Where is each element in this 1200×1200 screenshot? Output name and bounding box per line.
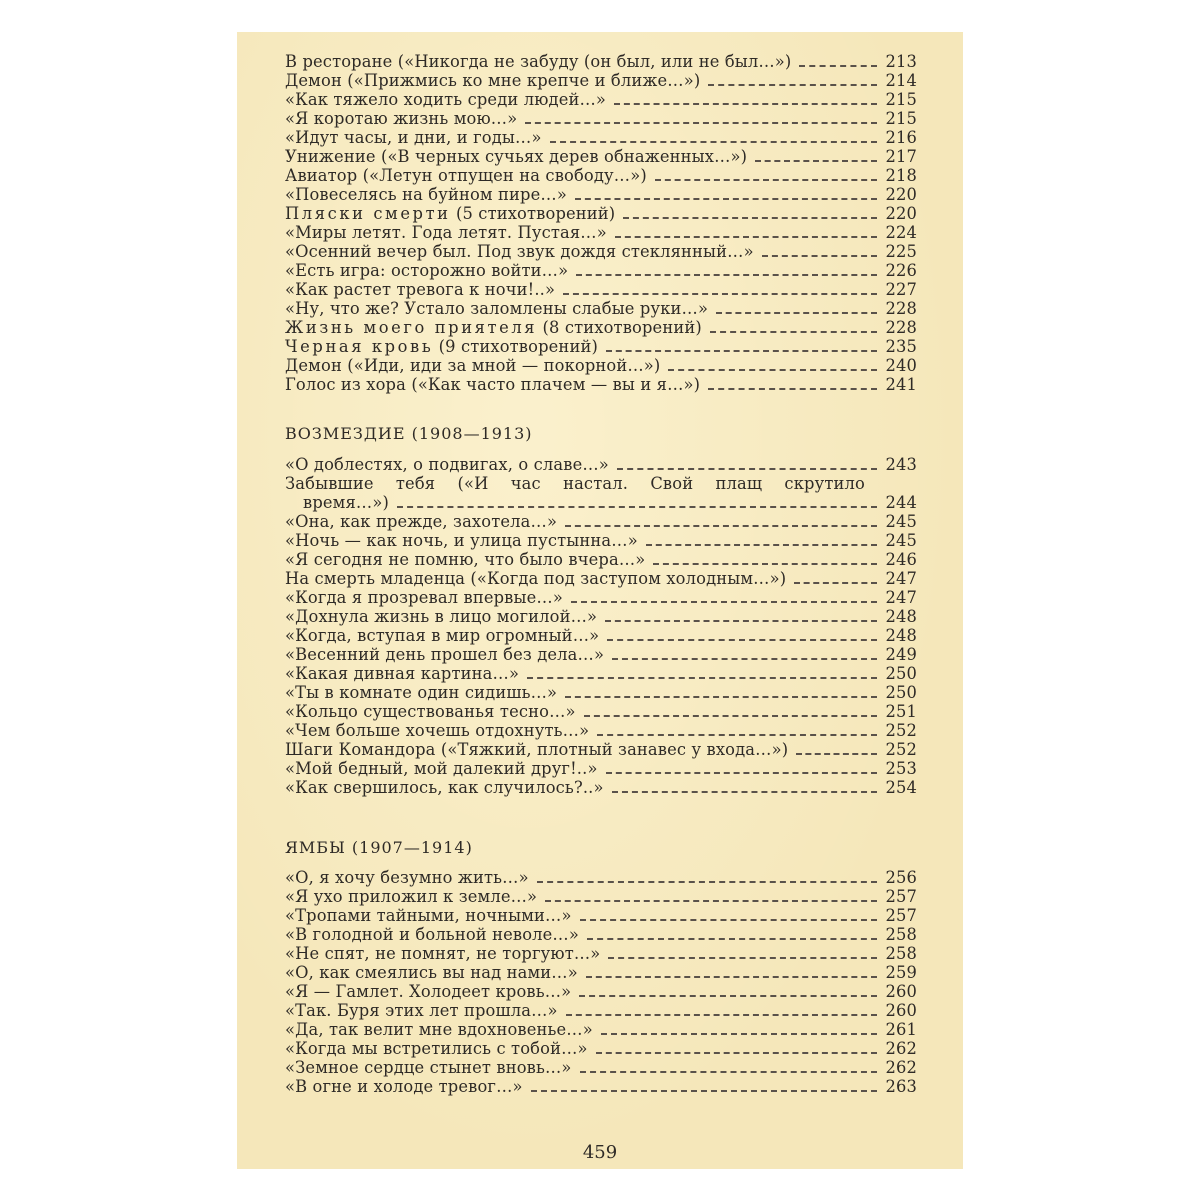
page-number: 459 — [582, 1142, 618, 1163]
toc-entry — [285, 1001, 917, 1020]
toc-entry — [285, 1058, 917, 1077]
entry-page-number: 248 — [885, 607, 917, 626]
entry-page-number: 263 — [885, 1077, 917, 1096]
dot-leader — [525, 122, 877, 124]
dot-leader — [646, 544, 877, 546]
entry-title — [285, 318, 702, 337]
entry-page-number: 256 — [885, 868, 917, 887]
entry-page-number: 252 — [885, 721, 917, 740]
entry-page-number: 220 — [885, 204, 917, 223]
dot-leader — [655, 179, 877, 181]
entry-title: «Я — Гамлет. Холодеет кровь…» — [285, 982, 572, 1001]
entry-title: «Чем больше хочешь отдохнуть…» — [285, 721, 590, 740]
dot-leader — [565, 696, 877, 698]
entry-page-number: 252 — [885, 740, 917, 759]
entry-title: «Дохнула жизнь в лицо могилой…» — [285, 607, 598, 626]
entry-title: «Миры летят. Года летят. Пустая…» — [285, 223, 607, 242]
dot-leader — [605, 620, 877, 622]
toc-entry — [285, 128, 917, 147]
toc-entry — [285, 280, 917, 299]
entry-page-number: 257 — [885, 887, 917, 906]
entry-page-number: 214 — [885, 71, 917, 90]
dot-leader — [708, 388, 877, 390]
dot-leader — [601, 1033, 877, 1035]
entry-page-number: 250 — [885, 664, 917, 683]
toc-entry — [285, 702, 917, 721]
toc-entry — [285, 963, 917, 982]
toc-entry — [285, 664, 917, 683]
toc-section-vozmezdie — [285, 455, 917, 797]
toc-entry — [285, 318, 917, 337]
dot-leader — [565, 525, 877, 527]
dot-leader — [796, 753, 877, 755]
entry-title-spaced: Черная кровь — [285, 337, 434, 356]
section-heading-yamby: ЯМБЫ (1907—1914) — [285, 838, 473, 857]
entry-page-number: 228 — [885, 299, 917, 318]
dot-leader — [653, 563, 877, 565]
entry-page-number: 215 — [885, 90, 917, 109]
entry-page-number: 217 — [885, 147, 917, 166]
entry-page-number: 218 — [885, 166, 917, 185]
toc-section-1 — [285, 52, 917, 394]
entry-title: «Когда, вступая в мир огромный…» — [285, 626, 600, 645]
entry-title — [285, 337, 598, 356]
toc-entry — [285, 1020, 917, 1039]
dot-leader — [614, 103, 877, 105]
entry-page-number: 244 — [885, 493, 917, 512]
toc-entry — [285, 166, 917, 185]
dot-leader — [606, 350, 877, 352]
entry-page-number: 240 — [885, 356, 917, 375]
entry-page-number: 215 — [885, 109, 917, 128]
toc-entry — [285, 337, 917, 356]
entry-page-number: 228 — [885, 318, 917, 337]
dot-leader — [617, 468, 877, 470]
entry-page-number: 257 — [885, 906, 917, 925]
entry-title: Шаги Командора («Тяжкий, плотный занавес у входа…») — [285, 740, 789, 759]
toc-entry — [285, 242, 917, 261]
entry-title-suffix: (5 стихотворений) — [450, 204, 616, 223]
entry-page-number: 254 — [885, 778, 917, 797]
entry-page-number: 247 — [885, 588, 917, 607]
entry-title-suffix: (8 стихотворений) — [537, 318, 702, 337]
entry-title: «Так. Буря этих лет прошла…» — [285, 1001, 558, 1020]
toc-entry — [285, 887, 917, 906]
dot-leader — [531, 1090, 877, 1092]
entry-page-number: 245 — [885, 531, 917, 550]
dot-leader — [668, 369, 877, 371]
entry-title-line-1: Забывшие тебя («И час настал. Свой плащ скрутило — [285, 474, 865, 493]
entry-title: «Как тяжело ходить среди людей…» — [285, 90, 607, 109]
entry-title: «О, как смеялись вы над нами…» — [285, 963, 578, 982]
entry-title: Голос из хора («Как часто плачем — вы и я…») — [285, 375, 701, 394]
entry-title-line-2: время…») — [303, 493, 389, 512]
dot-leader — [587, 938, 877, 940]
toc-entry — [285, 868, 917, 887]
toc-entry — [285, 223, 917, 242]
toc-entry — [285, 626, 917, 645]
entry-title: «Кольцо существованья тесно…» — [285, 702, 576, 721]
book-page — [237, 32, 963, 1169]
dot-leader — [550, 141, 877, 143]
toc-entry — [285, 71, 917, 90]
entry-title: «Когда мы встретились с тобой…» — [285, 1039, 588, 1058]
entry-title: «Ты в комнате один сидишь…» — [285, 683, 558, 702]
toc-entry — [285, 1039, 917, 1058]
toc-entry — [285, 204, 917, 223]
entry-page-number: 251 — [885, 702, 917, 721]
entry-page-number: 260 — [885, 1001, 917, 1020]
dot-leader — [575, 198, 877, 200]
entry-title: «Как растет тревога к ночи!..» — [285, 280, 556, 299]
dot-leader — [755, 160, 877, 162]
entry-page-number: 216 — [885, 128, 917, 147]
entry-title: Демон («Прижмись ко мне крепче и ближе…») — [285, 71, 701, 90]
toc-entry — [285, 778, 917, 797]
entry-title: «Какая дивная картина…» — [285, 664, 520, 683]
toc-entry — [285, 109, 917, 128]
entry-page-number: 249 — [885, 645, 917, 664]
entry-title: «Я коротаю жизнь мою…» — [285, 109, 518, 128]
dot-leader — [623, 217, 877, 219]
entry-title: «Ну, что же? Устало заломлены слабые руки…» — [285, 299, 709, 318]
dot-leader — [545, 900, 877, 902]
toc-entry — [285, 512, 917, 531]
dot-leader — [596, 1052, 877, 1054]
dot-leader — [579, 995, 877, 997]
dot-leader — [537, 881, 877, 883]
entry-title: «Не спят, не помнят, не торгуют…» — [285, 944, 601, 963]
toc-entry — [285, 588, 917, 607]
toc-entry — [285, 52, 917, 71]
entry-page-number: 241 — [885, 375, 917, 394]
toc-entry — [285, 261, 917, 280]
entry-title: «Осенний вечер был. Под звук дождя стеклянный…» — [285, 242, 754, 261]
dot-leader — [571, 601, 877, 603]
toc-entry — [285, 474, 917, 512]
entry-page-number: 227 — [885, 280, 917, 299]
dot-leader — [794, 582, 877, 584]
entry-page-number: 224 — [885, 223, 917, 242]
dot-leader — [612, 658, 877, 660]
toc-entry — [285, 550, 917, 569]
toc-entry — [285, 906, 917, 925]
entry-page-number: 261 — [885, 1020, 917, 1039]
entry-title: «Идут часы, и дни, и годы…» — [285, 128, 542, 147]
toc-section-yamby — [285, 868, 917, 1096]
dot-leader — [608, 957, 877, 959]
entry-title: «Мой бедный, мой далекий друг!..» — [285, 759, 598, 778]
toc-entry — [285, 455, 917, 474]
entry-page-number: 213 — [885, 52, 917, 71]
entry-title: В ресторане («Никогда не забуду (он был, или не был…») — [285, 52, 792, 71]
dot-leader — [580, 919, 877, 921]
dot-leader — [612, 791, 877, 793]
entry-page-number: 262 — [885, 1058, 917, 1077]
entry-title: «В голодной и больной неволе…» — [285, 925, 579, 944]
dot-leader — [799, 65, 877, 67]
dot-leader — [580, 1071, 877, 1073]
dot-leader — [615, 236, 877, 238]
entry-title: Авиатор («Летун отпущен на свободу…») — [285, 166, 647, 185]
entry-title: «Повеселясь на буйном пире…» — [285, 185, 567, 204]
entry-page-number: 248 — [885, 626, 917, 645]
entry-title: Унижение («В черных сучьях дерев обнаженных…») — [285, 147, 748, 166]
entry-page-number: 247 — [885, 569, 917, 588]
entry-title: «В огне и холоде тревог…» — [285, 1077, 523, 1096]
toc-entry — [285, 356, 917, 375]
toc-entry — [285, 90, 917, 109]
toc-entry — [285, 925, 917, 944]
entry-page-number: 258 — [885, 925, 917, 944]
dot-leader — [586, 976, 877, 978]
entry-page-number: 262 — [885, 1039, 917, 1058]
entry-title-spaced: Жизнь моего приятеля — [285, 318, 538, 337]
dot-leader — [708, 84, 877, 86]
toc-entry — [285, 299, 917, 318]
entry-page-number: 259 — [885, 963, 917, 982]
entry-title: «О, я хочу безумно жить…» — [285, 868, 529, 887]
entry-title: «Есть игра: осторожно войти…» — [285, 261, 569, 280]
entry-title: «Как свершилось, как случилось?..» — [285, 778, 604, 797]
toc-entry — [285, 759, 917, 778]
toc-entry — [285, 721, 917, 740]
entry-title-spaced: Пляски смерти — [285, 204, 451, 223]
dot-leader — [527, 677, 877, 679]
dot-leader — [584, 715, 877, 717]
entry-page-number: 235 — [885, 337, 917, 356]
toc-entry — [285, 982, 917, 1001]
toc-entry — [285, 375, 917, 394]
entry-title: На смерть младенца («Когда под заступом холодным…») — [285, 569, 787, 588]
entry-page-number: 243 — [885, 455, 917, 474]
entry-title: «Земное сердце стынет вновь…» — [285, 1058, 572, 1077]
entry-title: «Она, как прежде, захотела…» — [285, 512, 558, 531]
entry-page-number: 250 — [885, 683, 917, 702]
dot-leader — [397, 506, 877, 508]
entry-page-number: 260 — [885, 982, 917, 1001]
toc-entry — [285, 645, 917, 664]
dot-leader — [597, 734, 877, 736]
dot-leader — [607, 639, 877, 641]
entry-title: Демон («Иди, иди за мной — покорной…») — [285, 356, 661, 375]
entry-page-number: 225 — [885, 242, 917, 261]
dot-leader — [563, 293, 877, 295]
entry-title — [285, 204, 615, 223]
entry-title: «Весенний день прошел без дела…» — [285, 645, 605, 664]
entry-page-number: 246 — [885, 550, 917, 569]
entry-title: «Да, так велит мне вдохновенье…» — [285, 1020, 593, 1039]
section-heading-vozmezdie: ВОЗМЕЗДИЕ (1908—1913) — [285, 424, 533, 443]
dot-leader — [710, 331, 877, 333]
toc-entry — [285, 1077, 917, 1096]
toc-entry — [285, 185, 917, 204]
toc-entry — [285, 531, 917, 550]
entry-title: «Когда я прозревал впервые…» — [285, 588, 563, 607]
entry-title: «О доблестях, о подвигах, о славе…» — [285, 455, 609, 474]
toc-entry — [285, 147, 917, 166]
dot-leader — [762, 255, 877, 257]
toc-entry — [285, 944, 917, 963]
toc-entry — [285, 683, 917, 702]
entry-title: «Ночь — как ночь, и улица пустынна…» — [285, 531, 638, 550]
entry-page-number: 245 — [885, 512, 917, 531]
toc-entry — [285, 569, 917, 588]
entry-page-number: 226 — [885, 261, 917, 280]
entry-title: «Я ухо приложил к земле…» — [285, 887, 538, 906]
entry-page-number: 253 — [885, 759, 917, 778]
entry-title-suffix: (9 стихотворений) — [433, 337, 598, 356]
entry-title: «Я сегодня не помню, что было вчера…» — [285, 550, 646, 569]
dot-leader — [576, 274, 877, 276]
toc-entry — [285, 740, 917, 759]
toc-entry — [285, 607, 917, 626]
entry-page-number: 258 — [885, 944, 917, 963]
dot-leader — [606, 772, 877, 774]
dot-leader — [716, 312, 877, 314]
entry-page-number: 220 — [885, 185, 917, 204]
dot-leader — [566, 1014, 877, 1016]
entry-title: «Тропами тайными, ночными…» — [285, 906, 572, 925]
